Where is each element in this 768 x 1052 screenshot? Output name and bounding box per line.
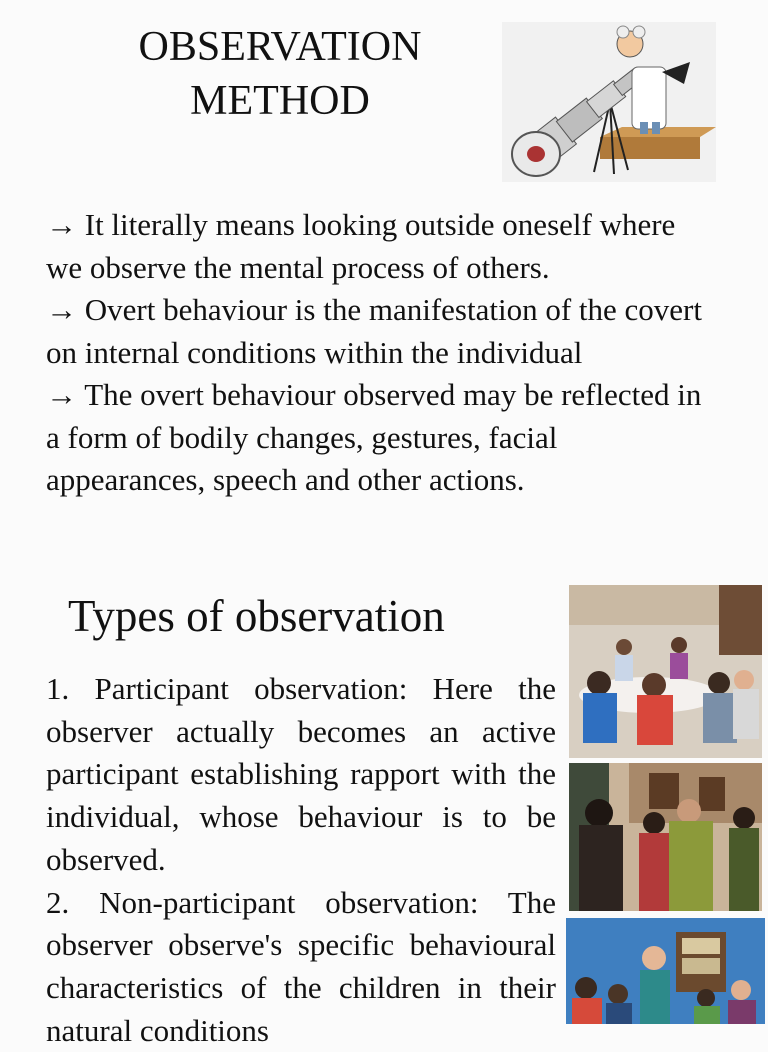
classroom-children-photo bbox=[566, 918, 765, 1024]
types-heading: Types of observation bbox=[68, 591, 445, 641]
scientist-telescope-illustration bbox=[502, 22, 716, 182]
types-list bbox=[46, 668, 556, 1052]
intro-point-2: → Overt behaviour is the manifestation of the covert on internal conditions within the individual bbox=[46, 292, 702, 370]
type-item-1: 1. Participant observation: Here the observer actually becomes an active participant establishing rapport with the individual, whose behaviour is to be observed. bbox=[46, 671, 556, 877]
group-discussion-photo bbox=[569, 585, 762, 758]
intro-point-1: → It literally means looking outside oneself where we observe the mental process of others. bbox=[46, 207, 676, 285]
title-line-2: METHOD bbox=[190, 78, 370, 124]
intro-points bbox=[46, 204, 716, 502]
intro-point-3: → The overt behaviour observed may be reflected in a form of bodily changes, gestures, facial appearances, speech and other actions. bbox=[46, 377, 702, 497]
type-item-2: 2. Non-participant observation: The observer observe's specific behavioural characteristics of the children in their natural conditions bbox=[46, 884, 556, 1048]
page-title bbox=[60, 20, 500, 128]
title-line-1: OBSERVATION bbox=[138, 24, 422, 70]
people-outdoors-photo bbox=[569, 763, 762, 911]
